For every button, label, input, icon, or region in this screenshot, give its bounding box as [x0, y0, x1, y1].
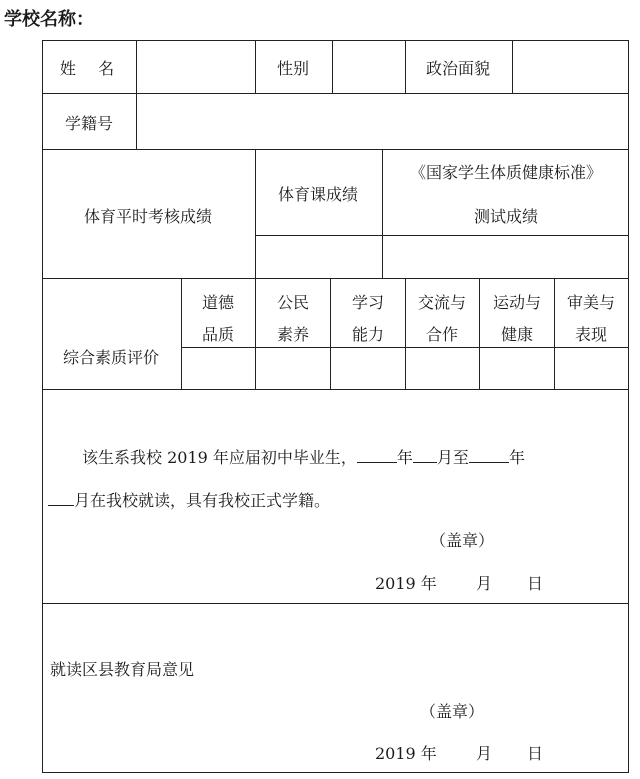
rule-row3 [42, 278, 629, 279]
cert-line-2 [48, 488, 330, 511]
quality-item-6-line1: 审美与 [566, 293, 616, 312]
gender-label: 性别 [276, 59, 310, 78]
rule-row5 [42, 603, 629, 604]
table-border-top [42, 40, 629, 41]
cert-pre-text: 该生系我校 2019 年应届初中毕业生， [82, 448, 357, 467]
fitness-label-line2: 测试成绩 [473, 207, 539, 226]
cert-date-day: 日 [527, 574, 544, 593]
bureau-label: 就读区县教育局意见 [50, 660, 195, 679]
cert-year-1: 年 [396, 448, 413, 467]
rule-row4 [42, 389, 629, 390]
quality-item-2-line2: 素养 [276, 325, 310, 344]
rule-row2 [42, 149, 629, 150]
quality-label: 综合素质评价 [62, 348, 160, 367]
quality-item-1-line1: 道德 [201, 293, 235, 312]
blank-month-1 [413, 448, 437, 463]
quality-item-4-line1: 交流与 [417, 293, 467, 312]
cert-year-2: 年 [508, 448, 525, 467]
rule-q-col2 [330, 278, 331, 390]
rule-gender-col [255, 40, 256, 94]
cert-line-1 [82, 445, 525, 468]
name-label: 姓 名 [59, 59, 119, 78]
quality-item-5-line2: 健康 [500, 325, 534, 344]
cert-month-1: 月至 [436, 448, 469, 467]
politics-label: 政治面貌 [425, 59, 491, 78]
rule-politics-value-col [512, 40, 513, 94]
bureau-date-day: 日 [527, 744, 544, 763]
blank-year-2 [469, 448, 509, 463]
cert-seal: （盖章） [430, 531, 495, 550]
quality-item-1-line2: 品质 [201, 325, 235, 344]
bureau-date-month: 月 [476, 744, 493, 763]
blank-year-1 [357, 448, 397, 463]
rule-q-col4 [479, 278, 480, 390]
blank-month-2 [48, 491, 74, 506]
quality-item-3-line1: 学习 [351, 293, 385, 312]
rule-pe-mid [255, 235, 629, 236]
pe-regular-label: 体育平时考核成绩 [83, 207, 213, 226]
fitness-label-line1: 《国家学生体质健康标准》 [409, 163, 603, 182]
rule-gender-value-col [332, 40, 333, 94]
school-name-label: 学校名称： [4, 9, 94, 30]
rule-q-col0 [181, 278, 182, 390]
rule-q-col1 [255, 278, 256, 390]
quality-item-2-line1: 公民 [276, 293, 310, 312]
rule-q-col3 [405, 278, 406, 390]
quality-item-4-line2: 合作 [425, 325, 459, 344]
cert-date-year: 2019 年 [375, 574, 437, 593]
rule-row1 [42, 93, 629, 94]
pe-course-label: 体育课成绩 [277, 185, 359, 204]
cert-date-month: 月 [476, 574, 493, 593]
student-id-label: 学籍号 [64, 114, 114, 133]
bureau-seal: （盖章） [420, 702, 485, 721]
quality-item-3-line2: 能力 [351, 325, 385, 344]
rule-q-col5 [554, 278, 555, 390]
rule-name-col [136, 40, 137, 150]
quality-item-5-line1: 运动与 [492, 293, 542, 312]
table-border-bottom [42, 772, 629, 773]
rule-pe-col2 [382, 149, 383, 279]
bureau-date-year: 2019 年 [375, 744, 437, 763]
cert-month-2: 月在我校就读，具有我校正式学籍。 [74, 491, 331, 510]
quality-item-6-line2: 表现 [574, 325, 608, 344]
rule-pe-col1 [255, 149, 256, 279]
rule-politics-col [405, 40, 406, 94]
